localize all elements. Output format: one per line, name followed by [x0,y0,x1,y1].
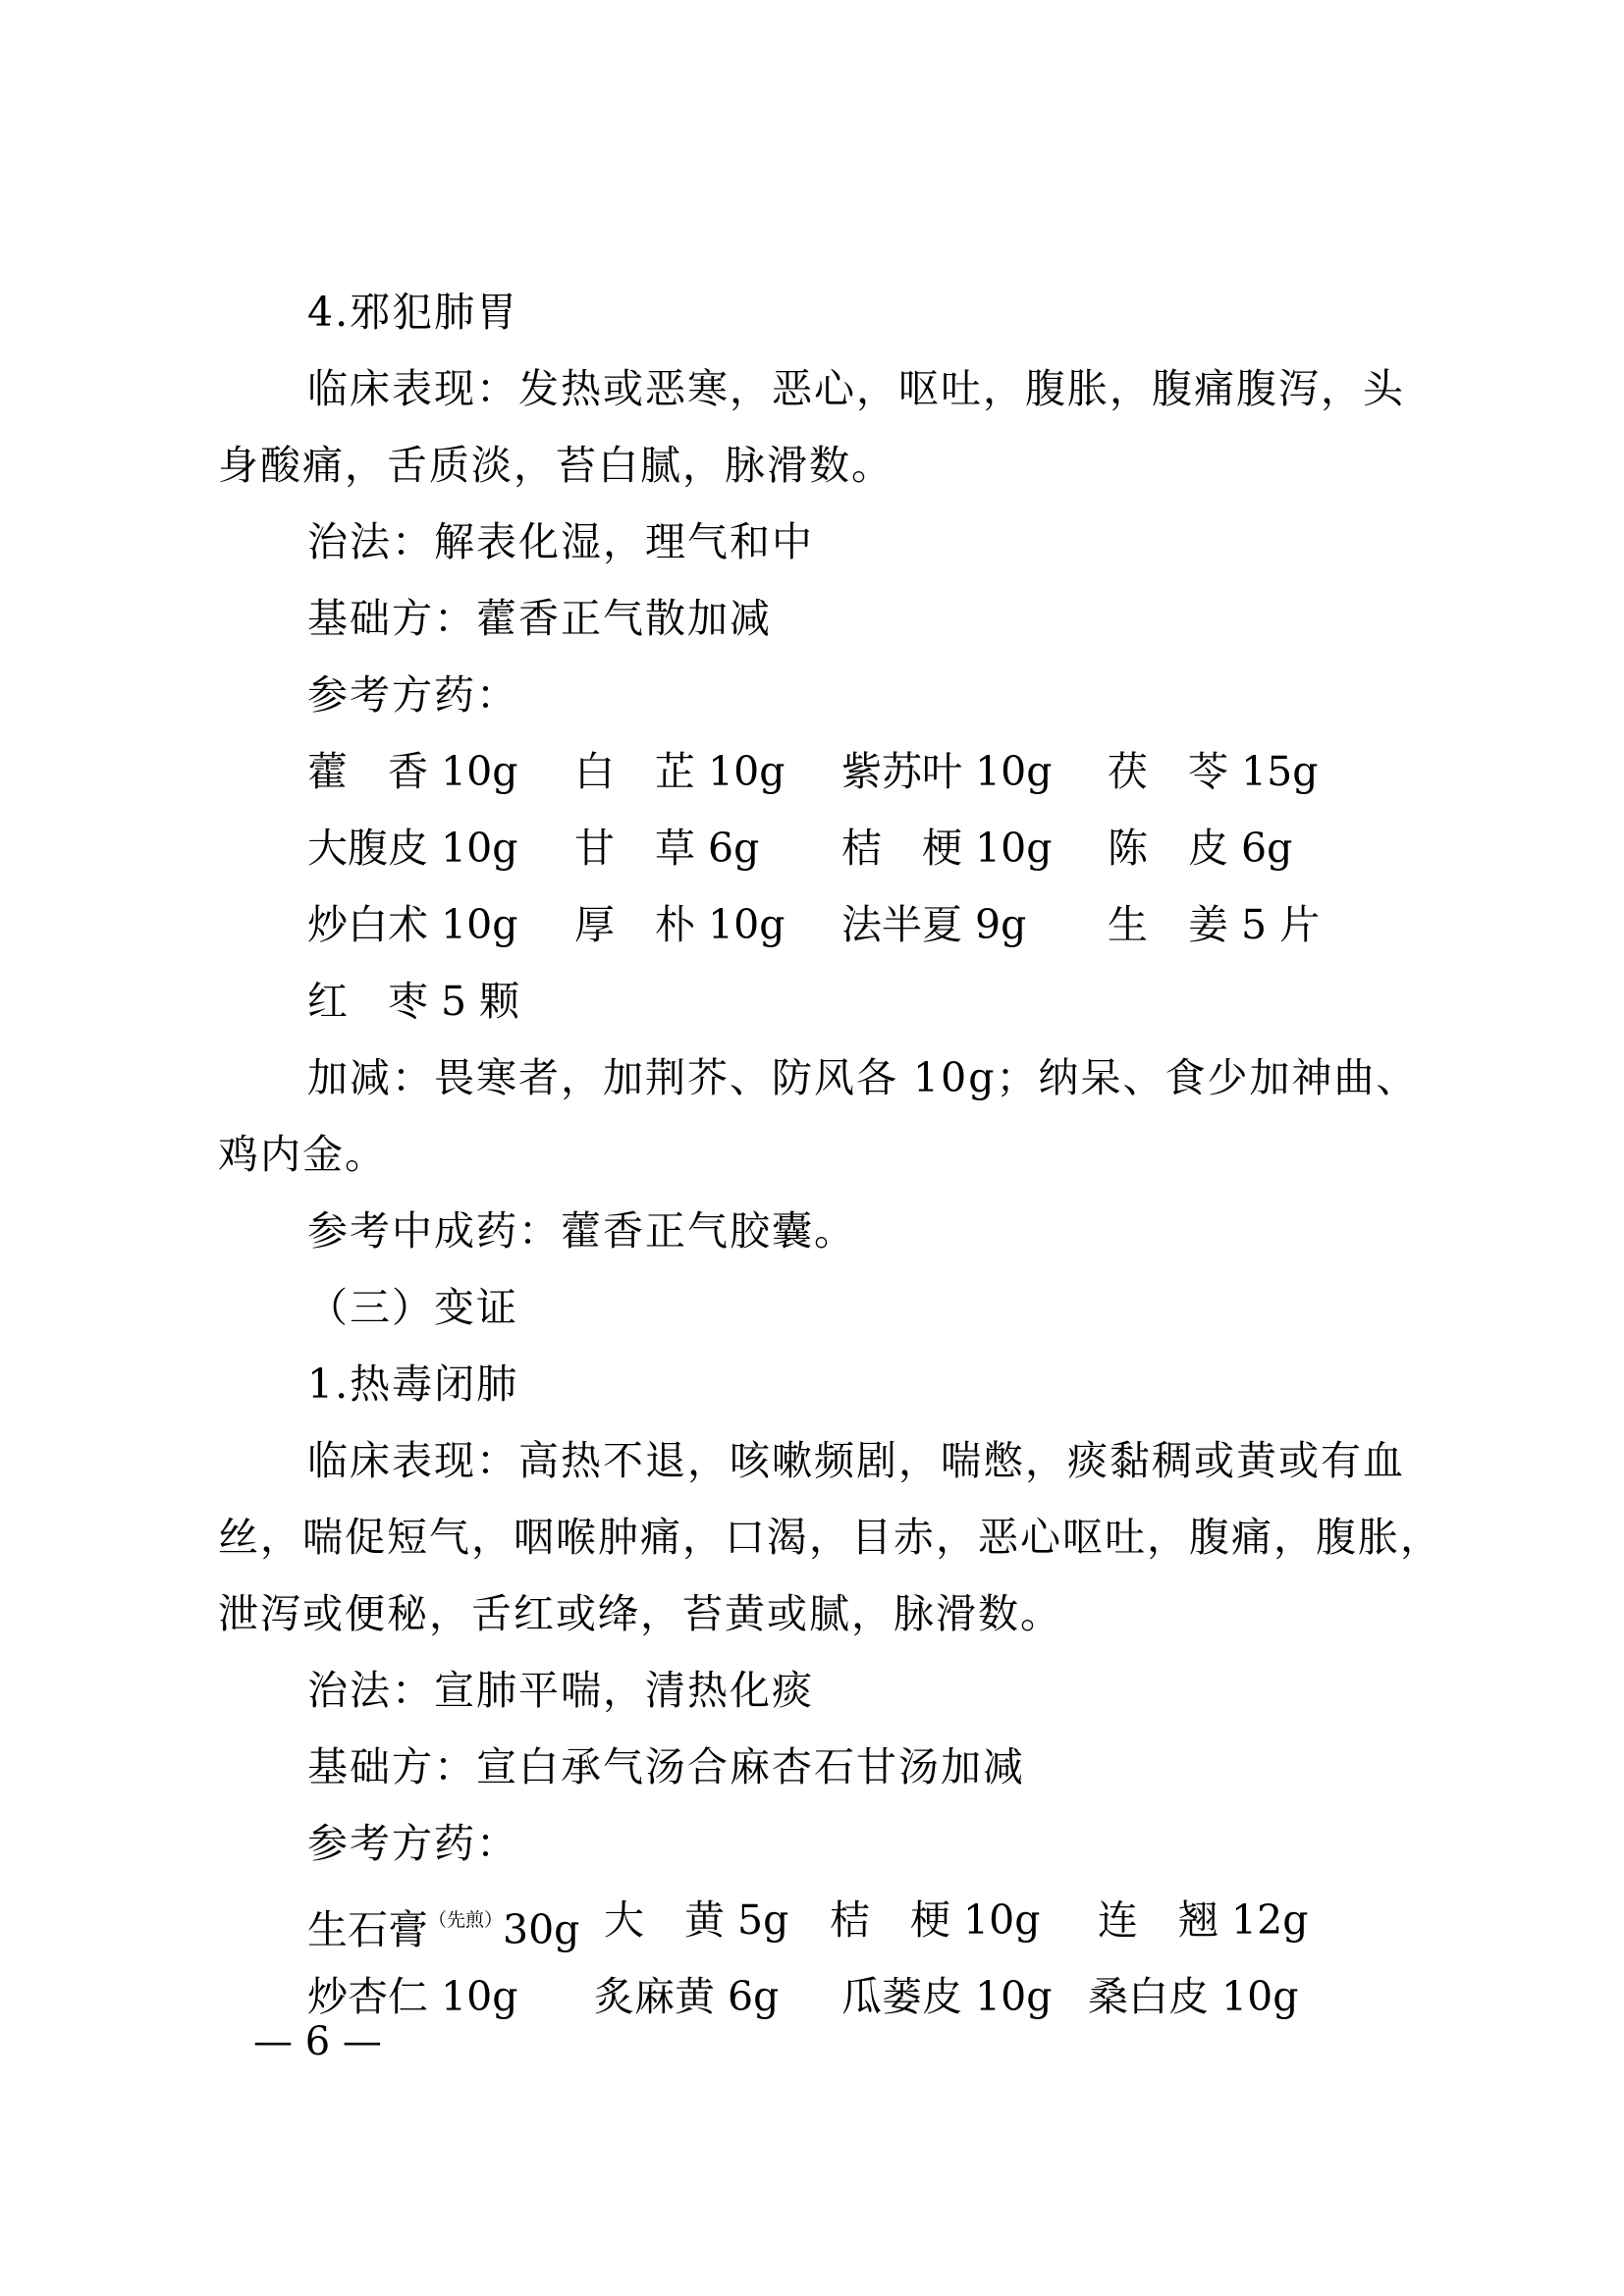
herb-dose: 30g [503,1906,580,1953]
modification-text-line: 加减：畏寒者，加荆芥、防风各 10g；纳呆、食少加神曲、 [307,1054,1419,1101]
herb-cell: 桑白皮 10g [1088,1973,1299,2020]
herb-cell: 藿 香 10g [307,748,518,795]
herb-cell: 大腹皮 10g [307,825,518,872]
clinical-text-line: 泄泻或便秘，舌红或绛，苔黄或腻，脉滑数。 [218,1590,1062,1637]
page-number: — 6 — [253,2019,382,2064]
herb-cell: 连 翘 12g [1098,1896,1309,1944]
herb-cell: 生 姜 5 片 [1108,901,1321,948]
herb-cell: 大 黄 5g [604,1896,789,1944]
clinical-text-line: 临床表现：发热或恶寒，恶心，呕吐，腹胀，腹痛腹泻，头 [307,365,1405,412]
herb-cell: 炒白术 10g [307,901,518,948]
herb-cell: 炒杏仁 10g [307,1973,518,2020]
treatment-text: 治法：宣肺平喘，清热化痰 [307,1667,814,1714]
modification-text-line: 鸡内金。 [218,1131,387,1178]
herb-cell: 紫苏叶 10g [841,748,1053,795]
herb-cell: 陈 皮 6g [1108,825,1293,872]
herb-cell: 法半夏 9g [841,901,1027,948]
section-heading-variant: （三）变证 [307,1284,518,1331]
reference-label: 参考方药： [307,671,518,719]
herb-cell: 甘 草 6g [574,825,760,872]
herb-cell: 桔 梗 10g [841,825,1053,872]
reference-label: 参考方药： [307,1820,518,1867]
herb-cell: 桔 梗 10g [830,1896,1041,1944]
section-heading-1: 1.热毒闭肺 [307,1361,519,1408]
clinical-text-line: 临床表现：高热不退，咳嗽频剧，喘憋，痰黏稠或黄或有血 [307,1437,1405,1484]
base-formula-text: 基础方：宣白承气汤合麻杏石甘汤加减 [307,1743,1025,1790]
herb-cell: 厚 朴 10g [574,901,785,948]
herb-cell: 瓜蒌皮 10g [841,1973,1053,2020]
patent-medicine-text: 参考中成药：藿香正气胶囊。 [307,1207,856,1255]
herb-cell: 炙麻黄 6g [594,1973,780,2020]
herb-cell: 红 枣 5 颗 [307,978,520,1025]
section-heading-4: 4.邪犯肺胃 [307,289,519,336]
clinical-text-line: 身酸痛，舌质淡，苔白腻，脉滑数。 [218,442,893,489]
herb-note: （先煎） [428,1909,504,1931]
clinical-text-line: 丝，喘促短气，咽喉肿痛，口渴，目赤，恶心呕吐，腹痛，腹胀， [218,1514,1442,1561]
base-formula-text: 基础方：藿香正气散加减 [307,595,772,642]
herb-cell [307,1893,579,1957]
herb-cell: 白 芷 10g [574,748,785,795]
herb-cell: 茯 苓 15g [1108,748,1319,795]
treatment-text: 治法：解表化湿，理气和中 [307,518,814,565]
herb-name: 生石膏 [307,1906,428,1953]
